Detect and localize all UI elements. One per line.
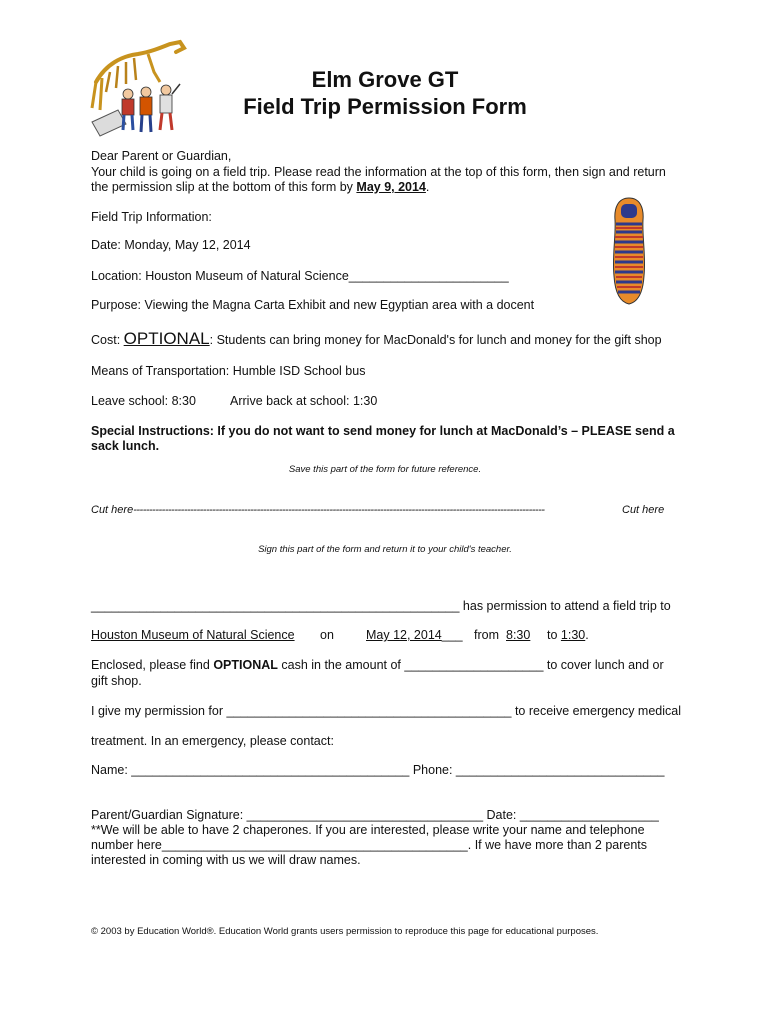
special-instructions-line-1: Special Instructions: If you do not want to send money for lunch at MacDonald’s – PLEASE send a: [91, 424, 675, 438]
slip-from-time: 8:30: [506, 628, 531, 642]
copyright-footer: © 2003 by Education World®. Education World grants users permission to reproduce this page for educational purposes.: [91, 926, 599, 937]
chaperone-line-1: **We will be able to have 2 chaperones. If you are interested, please write your name and telephone: [91, 823, 645, 837]
enclosed-line-1: [91, 658, 664, 673]
cost-optional: OPTIONAL: [123, 329, 210, 348]
page-title: Elm Grove GT: [311, 67, 459, 92]
slip-to-wrap: [547, 628, 589, 643]
name-phone-line[interactable]: Name: ________________________________________ Phone: ______________________________: [91, 763, 665, 777]
trip-cost: [91, 330, 662, 349]
treatment-line: treatment. In an emergency, please contact:: [91, 734, 334, 748]
enclosed-rest[interactable]: cash in the amount of ____________________ to cover lunch and or: [277, 658, 664, 672]
slip-to-end: .: [585, 628, 589, 642]
enclosed-line-2: gift shop.: [91, 674, 142, 688]
slip-date-wrap: [366, 628, 463, 643]
chaperone-line-2[interactable]: number here____________________________________________. If we have more than 2 parents: [91, 838, 648, 852]
cost-label: Cost:: [91, 333, 124, 347]
leave-time: Leave school: 8:30: [91, 394, 196, 408]
cut-here-left: Cut here: [91, 504, 134, 516]
enclosed-prefix: Enclosed, please find: [91, 658, 214, 672]
trip-purpose: Purpose: Viewing the Magna Carta Exhibit and new Egyptian area with a docent: [91, 298, 535, 312]
student-name-blank[interactable]: _____________________________________________________: [91, 599, 460, 613]
cut-line: [91, 503, 669, 518]
cost-rest: : Students can bring money for MacDonald's for lunch and money for the gift shop: [209, 333, 662, 347]
page-subtitle: Field Trip Permission Form: [243, 94, 527, 119]
due-date: May 9, 2014: [356, 180, 426, 194]
intro-line-2-prefix: the permission slip at the bottom of this form by: [91, 180, 357, 194]
intro-line-1: Your child is going on a field trip. Please read the information at the top of this form, then sign and return: [91, 165, 666, 179]
special-instructions-line-2: sack lunch.: [91, 439, 160, 453]
slip-from: from: [474, 628, 499, 642]
chaperone-line-3: interested in coming with us we will draw names.: [91, 853, 361, 867]
signature-line[interactable]: Parent/Guardian Signature: __________________________________ Date: ____________________: [91, 808, 659, 822]
sign-note: Sign this part of the form and return it to your child's teacher.: [258, 544, 512, 555]
slip-line-1-text: has permission to attend a field trip to: [459, 599, 671, 613]
slip-on: on: [320, 628, 334, 642]
slip-place: Houston Museum of Natural Science: [91, 628, 295, 642]
info-heading: Field Trip Information:: [91, 210, 212, 224]
slip-to-time: 1:30: [560, 628, 586, 642]
slip-date: May 12, 2014: [366, 628, 442, 642]
slip-to: to: [547, 628, 558, 642]
enclosed-optional: OPTIONAL: [213, 658, 278, 672]
intro-line-2-suffix: .: [425, 180, 430, 194]
permission-line[interactable]: I give my permission for _________________________________________ to receive emergency medical: [91, 704, 682, 718]
cut-dashes: ----------------------------------------------------------------------------------------------------------------------------------: [133, 504, 545, 516]
transportation: Means of Transportation: Humble ISD School bus: [91, 364, 366, 378]
sarcophagus-icon: [610, 196, 648, 306]
intro-line-2: [91, 180, 429, 195]
trip-date: Date: Monday, May 12, 2014: [91, 238, 251, 252]
slip-date-tail: ___: [441, 628, 463, 642]
slip-line-1: [91, 599, 671, 614]
trip-location: Location: Houston Museum of Natural Science_______________________: [91, 269, 509, 283]
cut-here-right: Cut here: [622, 504, 665, 516]
greeting: Dear Parent or Guardian,: [91, 149, 232, 163]
arrive-time: Arrive back at school: 1:30: [230, 394, 378, 408]
save-note: Save this part of the form for future reference.: [288, 464, 482, 475]
